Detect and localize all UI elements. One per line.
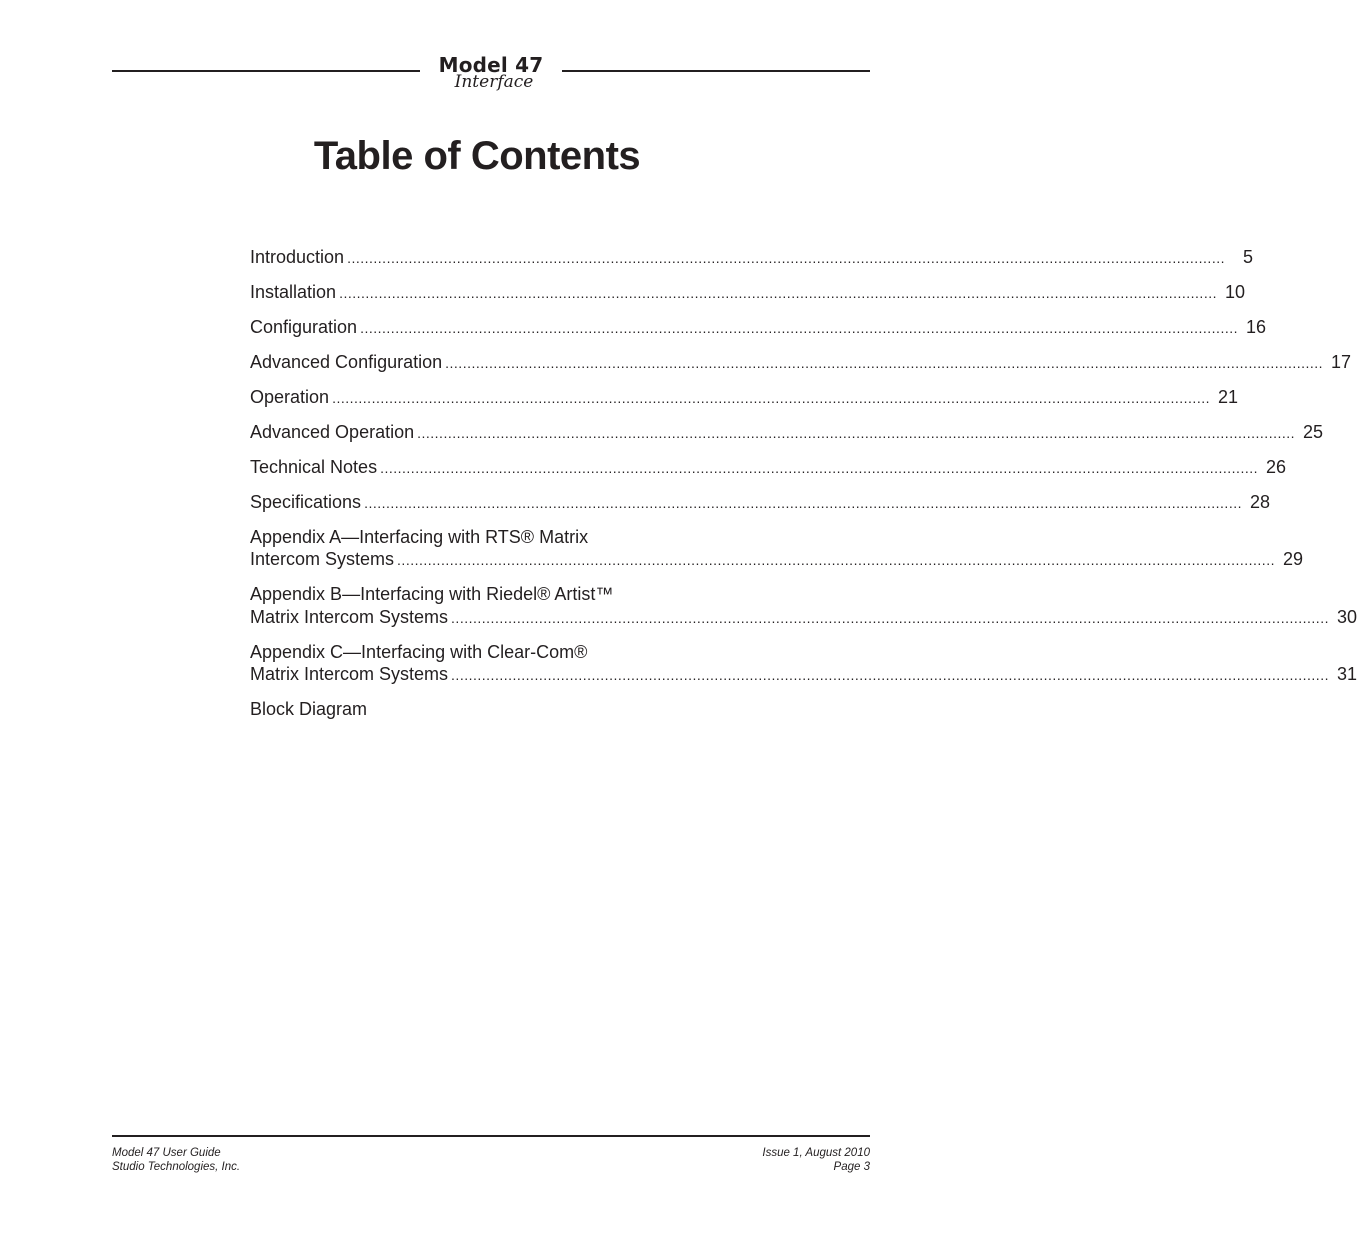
footer-issue: Issue 1, August 2010: [762, 1147, 870, 1159]
toc-dot-leader: ........................................................................................................................................................................................................: [332, 390, 1210, 406]
toc-entry: [250, 456, 1287, 479]
toc-line: [250, 698, 725, 720]
toc-entry: [250, 351, 1352, 374]
toc-page-number: 25: [1303, 422, 1324, 442]
table-of-contents: [250, 246, 1357, 732]
logo-sub-text: Interface: [454, 72, 534, 92]
toc-entry-title: Installation: [250, 282, 337, 302]
toc-entry-title: Appendix C—Interfacing with Clear-Com®: [250, 641, 588, 662]
toc-line: [250, 526, 725, 548]
page-title: Table of Contents: [313, 134, 641, 178]
toc-dot-leader: ........................................................................................................................................................................................................: [417, 425, 1296, 441]
toc-page-number: 16: [1245, 317, 1267, 337]
toc-dot-leader: ........................................................................................................................................................................................................: [397, 552, 1275, 569]
toc-line: [250, 456, 1287, 479]
header-rule-right: [562, 70, 870, 72]
toc-entry-title: Operation: [250, 387, 330, 407]
footer-guide-title: Model 47 User Guide: [112, 1147, 221, 1159]
toc-line: [250, 281, 1245, 304]
toc-line: [250, 663, 1357, 686]
toc-entry-title: Advanced Configuration: [250, 352, 443, 372]
footer-left: [112, 1146, 240, 1174]
footer-rule: [112, 1135, 870, 1137]
logo-main-text: Model 47: [438, 53, 544, 77]
toc-line: [250, 246, 1253, 269]
toc-entry-title: Block Diagram: [250, 699, 368, 720]
toc-entry: [250, 281, 1245, 304]
toc-dot-leader: ........................................................................................................................................................................................................: [347, 250, 1225, 266]
toc-line: [250, 316, 1267, 339]
toc-entry-title: Configuration: [250, 317, 358, 337]
toc-line: [250, 491, 1270, 514]
toc-page-number: 21: [1217, 387, 1238, 407]
toc-page-number: 10: [1224, 282, 1245, 302]
header-rule-left: [112, 70, 420, 72]
toc-page-number: 29: [1282, 549, 1303, 570]
toc-dot-leader: ........................................................................................................................................................................................................: [445, 355, 1324, 371]
toc-line: [250, 386, 1238, 409]
footer-right: [762, 1146, 870, 1174]
toc-entry: [250, 386, 1238, 409]
toc-entry-title: Matrix Intercom Systems: [250, 606, 449, 627]
toc-entry-title: Specifications: [250, 492, 362, 512]
toc-entry: [250, 698, 725, 720]
footer-company: Studio Technologies, Inc.: [112, 1161, 241, 1173]
toc-line: [250, 421, 1324, 444]
toc-dot-leader: ........................................................................................................................................................................................................: [451, 667, 1329, 684]
toc-page-number: 30: [1336, 606, 1357, 627]
toc-entry-title: Technical Notes: [250, 457, 378, 477]
toc-entry-title: Introduction: [250, 247, 345, 267]
toc-dot-leader: ........................................................................................................................................................................................................: [360, 320, 1239, 336]
toc-entry-title: Appendix B—Interfacing with Riedel® Artist™: [250, 584, 614, 605]
toc-dot-leader: ........................................................................................................................................................................................................: [364, 495, 1242, 511]
toc-page-number: 17: [1331, 352, 1352, 372]
toc-entry: [250, 583, 1357, 629]
toc-page-number: 26: [1265, 457, 1287, 477]
toc-line: [250, 583, 725, 605]
toc-page-number: 28: [1249, 492, 1270, 512]
toc-dot-leader: ........................................................................................................................................................................................................: [339, 285, 1217, 301]
toc-entry: [250, 316, 1267, 339]
toc-line: [250, 351, 1352, 374]
model-47-logo: [420, 54, 562, 90]
toc-dot-leader: ........................................................................................................................................................................................................: [380, 460, 1259, 476]
toc-dot-leader: ........................................................................................................................................................................................................: [451, 609, 1329, 626]
toc-entry-title: Matrix Intercom Systems: [250, 664, 449, 685]
toc-line: [250, 641, 725, 663]
toc-page-number: 5: [1242, 247, 1253, 267]
toc-entry-title: Appendix A—Interfacing with RTS® Matrix: [250, 527, 589, 547]
footer-page-number: Page 3: [833, 1161, 870, 1173]
toc-entry: [250, 526, 1303, 572]
toc-entry: [250, 246, 1253, 269]
toc-entry: [250, 641, 1357, 687]
toc-page-number: 31: [1336, 664, 1357, 685]
toc-entry-title: Advanced Operation: [250, 422, 415, 442]
toc-entry: [250, 491, 1270, 514]
toc-line: [250, 606, 1357, 629]
toc-entry-title: Intercom Systems: [250, 549, 395, 570]
toc-line: [250, 548, 1303, 571]
toc-entry: [250, 421, 1324, 444]
